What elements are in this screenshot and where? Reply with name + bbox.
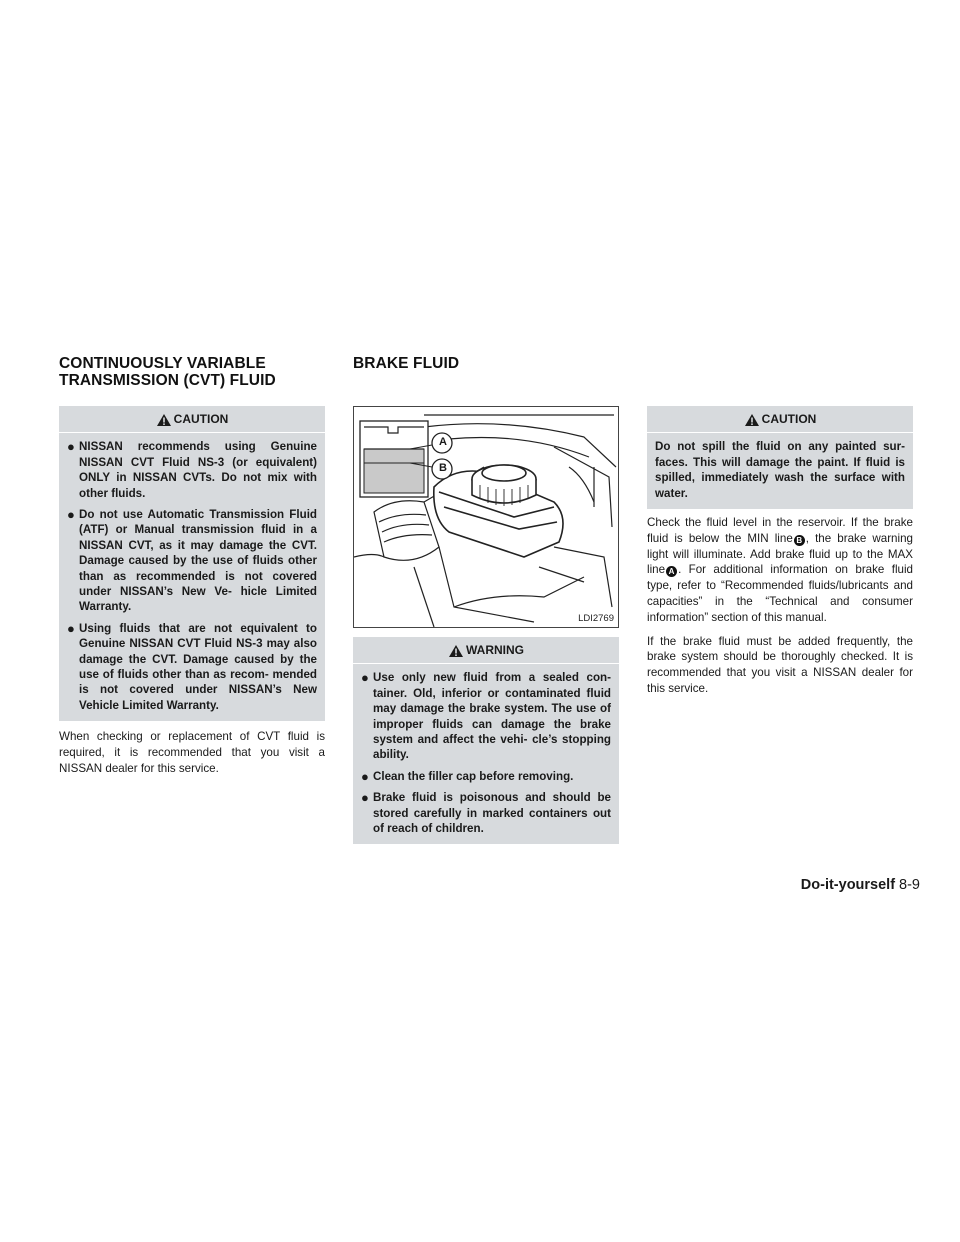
brake-paragraph-2: If the brake fluid must be added frequently, the brake system should be thoroughly checked. It is recommended that you visit a NISSAN dealer for this service. bbox=[647, 634, 913, 695]
divider bbox=[59, 432, 325, 433]
warning-triangle-icon bbox=[156, 413, 172, 427]
brake-warning-box bbox=[353, 637, 619, 844]
list-item-text: Do not use Automatic Transmission Fluid (ATF) or Manual transmission fluid in a NISSAN CVT, as it may damage the CVT. Damage caused by the use of fluids other than as recommended is not covered under NISSAN’s New Ve- hicle Limited Warranty. bbox=[79, 507, 317, 614]
bullet-icon: ● bbox=[67, 439, 75, 455]
cvt-paragraph: When checking or replacement of CVT fluid is required, it is recommended that you visit a NISSAN dealer for this service. bbox=[59, 730, 325, 775]
list-item-text: NISSAN recommends using Genuine NISSAN CVT Fluid NS-3 (or equivalent) ONLY in NISSAN CVTs. Do not mix with other fluids. bbox=[79, 440, 317, 500]
callout-b-badge: B bbox=[794, 535, 805, 546]
brake-reservoir-figure bbox=[353, 406, 619, 628]
callout-a-badge: A bbox=[666, 566, 677, 577]
bullet-icon: ● bbox=[67, 506, 75, 522]
bullet-icon: ● bbox=[361, 790, 369, 806]
cvt-heading-line1: CONTINUOUSLY VARIABLE bbox=[59, 355, 266, 372]
list-item-text: Brake fluid is poisonous and should be stored carefully in marked containers out of reach of children. bbox=[373, 791, 611, 835]
brake-figure-column bbox=[353, 406, 619, 844]
warning-triangle-icon bbox=[448, 644, 464, 658]
brake-reservoir-illustration bbox=[354, 407, 618, 627]
cvt-caution-title bbox=[67, 412, 317, 428]
brake-caution-label: CAUTION bbox=[761, 412, 817, 427]
divider bbox=[353, 663, 619, 664]
brake-caution-title bbox=[655, 412, 905, 428]
footer-page-number: 8-9 bbox=[899, 877, 920, 893]
brake-text-column bbox=[647, 406, 913, 705]
page-footer bbox=[801, 877, 920, 893]
cvt-heading bbox=[59, 355, 276, 389]
cvt-column bbox=[59, 406, 325, 785]
list-item bbox=[67, 507, 317, 615]
figure-label-a: A bbox=[439, 436, 447, 448]
brake-warning-title bbox=[361, 643, 611, 659]
figure-label-b: B bbox=[439, 462, 447, 474]
list-item-text: Using fluids that are not equivalent to Genuine NISSAN CVT Fluid NS-3 may also damage the CVT. Damage caused by the use of fluids other than as recom- mended is not covered under NISSAN’s New Vehicle Limited Warranty. bbox=[79, 621, 317, 712]
brake-warning-label: WARNING bbox=[466, 643, 524, 658]
list-item bbox=[67, 439, 317, 501]
cvt-heading-line2: TRANSMISSION (CVT) FLUID bbox=[59, 372, 276, 389]
cvt-caution-label: CAUTION bbox=[173, 412, 229, 427]
figure-id: LDI2769 bbox=[578, 613, 614, 624]
list-item-text: Use only new fluid from a sealed con- tainer. Old, inferior or contaminated fluid may damage the brake system. The use of improper fluids can damage the brake system and affect the vehi- cle’s stopping ability. bbox=[373, 671, 611, 762]
brake-paragraph-1-part3: . For additional information on brake fluid type, refer to “Recommended fluids/lubricants and capacities” in the “Technical and consumer information” section of this manual. bbox=[647, 563, 913, 624]
list-item bbox=[67, 621, 317, 713]
list-item bbox=[361, 769, 611, 784]
brake-paragraph-1 bbox=[647, 515, 913, 626]
brake-paragraph-1-part2: , the brake warning light will illuminate. Add brake fluid up to the MAX line bbox=[647, 531, 913, 577]
bullet-icon: ● bbox=[361, 768, 369, 784]
footer-section: Do-it-yourself bbox=[800, 877, 896, 893]
list-item-text: Clean the filler cap before removing. bbox=[373, 769, 574, 783]
list-item bbox=[361, 790, 611, 836]
brake-heading: BRAKE FLUID bbox=[353, 355, 460, 372]
warning-triangle-icon bbox=[744, 413, 760, 427]
brake-caution-text: Do not spill the fluid on any painted sur- faces. This will damage the paint. If fluid is spilled, immediately wash the surface with water. bbox=[655, 440, 905, 500]
bullet-icon: ● bbox=[67, 620, 75, 636]
divider bbox=[647, 432, 913, 433]
list-item bbox=[361, 670, 611, 762]
bullet-icon: ● bbox=[361, 670, 369, 686]
cvt-caution-box bbox=[59, 406, 325, 721]
brake-paragraph-1-part1: Check the fluid level in the reservoir. If the brake fluid is below the MIN line bbox=[647, 515, 913, 545]
brake-caution-box bbox=[647, 406, 913, 509]
